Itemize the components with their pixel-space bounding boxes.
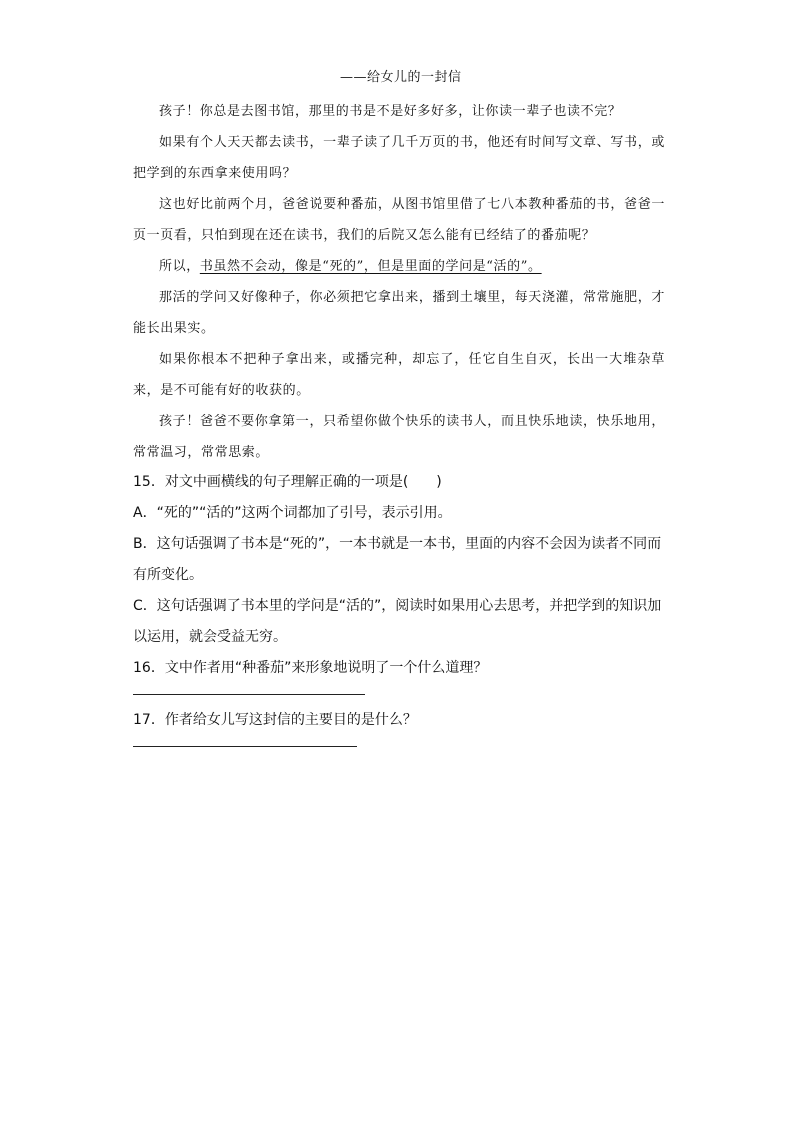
paragraph-4-prefix: 所以， (159, 259, 200, 274)
question-17: 17．作者给女儿写这封信的主要目的是什么？ (133, 712, 417, 728)
reading-passage (133, 96, 665, 468)
answer-line-16[interactable] (133, 694, 365, 695)
passage-paragraph-5: 那活的学问又好像种子，你必须把它拿出来，播到土壤里，每天浇灌，常常施肥，才能长出果实。 (133, 290, 665, 336)
passage-paragraph-4 (133, 251, 665, 282)
answer-line-17[interactable] (133, 746, 357, 747)
question-16: 16．文中作者用“种番茄”来形象地说明了一个什么道理？ (133, 660, 488, 676)
underlined-sentence: 书虽然不会动，像是“死的”，但是里面的学问是“活的”。 (199, 259, 542, 274)
passage-paragraph-7: 孩子！爸爸不要你拿第一，只希望你做个快乐的读书人，而且快乐地读，快乐地用，常常温习，常常思索。 (133, 414, 665, 460)
question-15-option-c: C．这句话强调了书本里的学问是“活的”，阅读时如果用心去思考，并把学到的知识加以运用，就会受益无穷。 (133, 598, 662, 645)
letter-subtitle: ——给女儿的一封信 (340, 70, 462, 85)
passage-paragraph-6: 如果你根本不把种子拿出来，或播完种，却忘了，任它自生自灭，长出一大堆杂草来，是不可能有好的收获的。 (133, 352, 665, 398)
passage-paragraph-3: 这也好比前两个月，爸爸说要种番茄，从图书馆里借了七八本教种番茄的书，爸爸一页一页看，只怕到现在还在读书，我们的后院又怎么能有已经结了的番茄呢？ (133, 197, 665, 243)
question-15-option-a: A．“死的”“活的”这两个词都加了引号，表示引用。 (133, 505, 452, 521)
question-15-option-b: B．这句话强调了书本是“死的”，一本书就是一本书，里面的内容不会因为读者不同而有所变化。 (133, 536, 662, 583)
question-section (133, 467, 673, 757)
question-15: 15．对文中画横线的句子理解正确的一项是( ) (133, 474, 442, 490)
passage-paragraph-1: 孩子！你总是去图书馆，那里的书是不是好多好多，让你读一辈子也读不完？ (159, 104, 622, 119)
passage-paragraph-2: 如果有个人天天都去读书，一辈子读了几千万页的书，他还有时间写文章、写书，或把学到的东西拿来使用吗？ (133, 135, 665, 181)
